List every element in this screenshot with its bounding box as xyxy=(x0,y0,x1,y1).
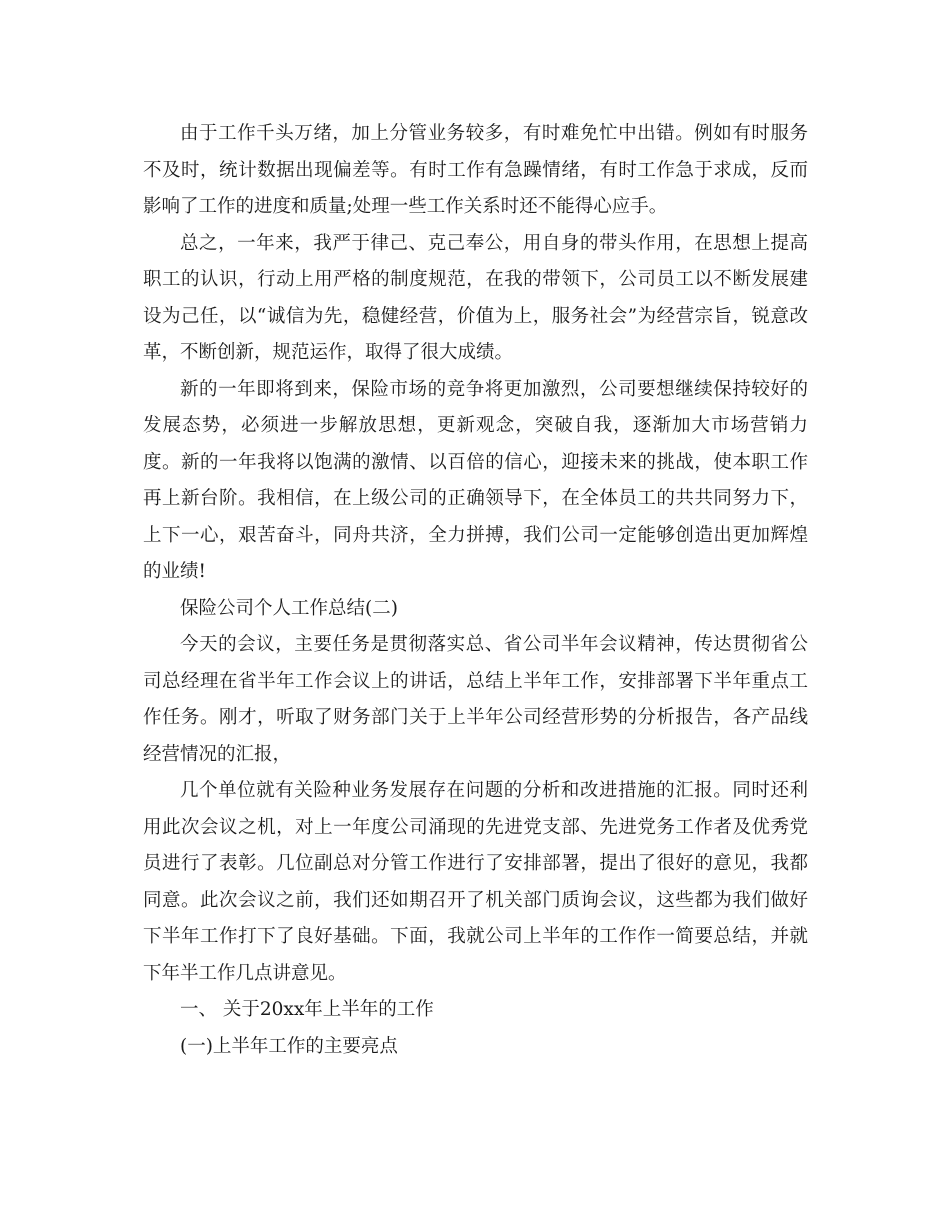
document-body xyxy=(143,116,808,1065)
paragraph-summary: 总之，一年来，我严于律己、克己奉公，用自身的带头作用，在思想上提高职工的认识，行动上用严格的制度规范，在我的带领下，公司员工以不断发展建设为己任，以“诚信为先，稳健经营，价值为上，服务社会”为经营宗旨，锐意改革，不断创新，规范运作，取得了很大成绩。 xyxy=(143,232,808,363)
paragraph-meeting-intro: 今天的会议，主要任务是贯彻落实总、省公司半年会议精神，传达贯彻省公司总经理在省半年工作会议上的讲话，总结上半年工作，安排部署下半年重点工作任务。刚才，听取了财务部门关于上半年公司经营形势的分析报告，各产品线经营情况的汇报， xyxy=(143,634,808,765)
section-title-summary-two: 保险公司个人工作总结(二) xyxy=(180,597,398,619)
paragraph-new-year-outlook: 新的一年即将到来，保险市场的竞争将更加激烈，公司要想继续保持较好的发展态势，必须进一步解放思想，更新观念，突破自我，逐渐加大市场营销力度。新的一年我将以饱满的激情、以百倍的信心，迎接未来的挑战，使本职工作再上新台阶。我相信，在上级公司的正确领导下，在全体员工的共共同努力下，上下一心，艰苦奋斗，同舟共济，全力拼搏，我们公司一定能够创造出更加辉煌的业绩! xyxy=(143,378,808,582)
paragraph-meeting-details: 几个单位就有关险种业务发展存在问题的分析和改进措施的汇报。同时还利用此次会议之机，对上一年度公司涌现的先进党支部、先进党务工作者及优秀党员进行了表彰。几位副总对分管工作进行了安排部署，提出了很好的意见，我都同意。此次会议之前，我们还如期召开了机关部门质询会议，这些都为我们做好下半年工作打下了良好基础。下面，我就公司上半年的工作作一简要总结，并就下年半工作几点讲意见。 xyxy=(143,780,808,984)
heading-first-half-work: 一、 关于20xx年上半年的工作 xyxy=(180,999,434,1020)
paragraph-shortcomings: 由于工作千头万绪，加上分管业务较多，有时难免忙中出错。例如有时服务不及时，统计数据出现偏差等。有时工作有急躁情绪，有时工作急于求成，反而影响了工作的进度和质量;处理一些工作关系时还不能得心应手。 xyxy=(143,123,808,217)
subheading-highlights: (一)上半年工作的主要亮点 xyxy=(180,1035,398,1057)
